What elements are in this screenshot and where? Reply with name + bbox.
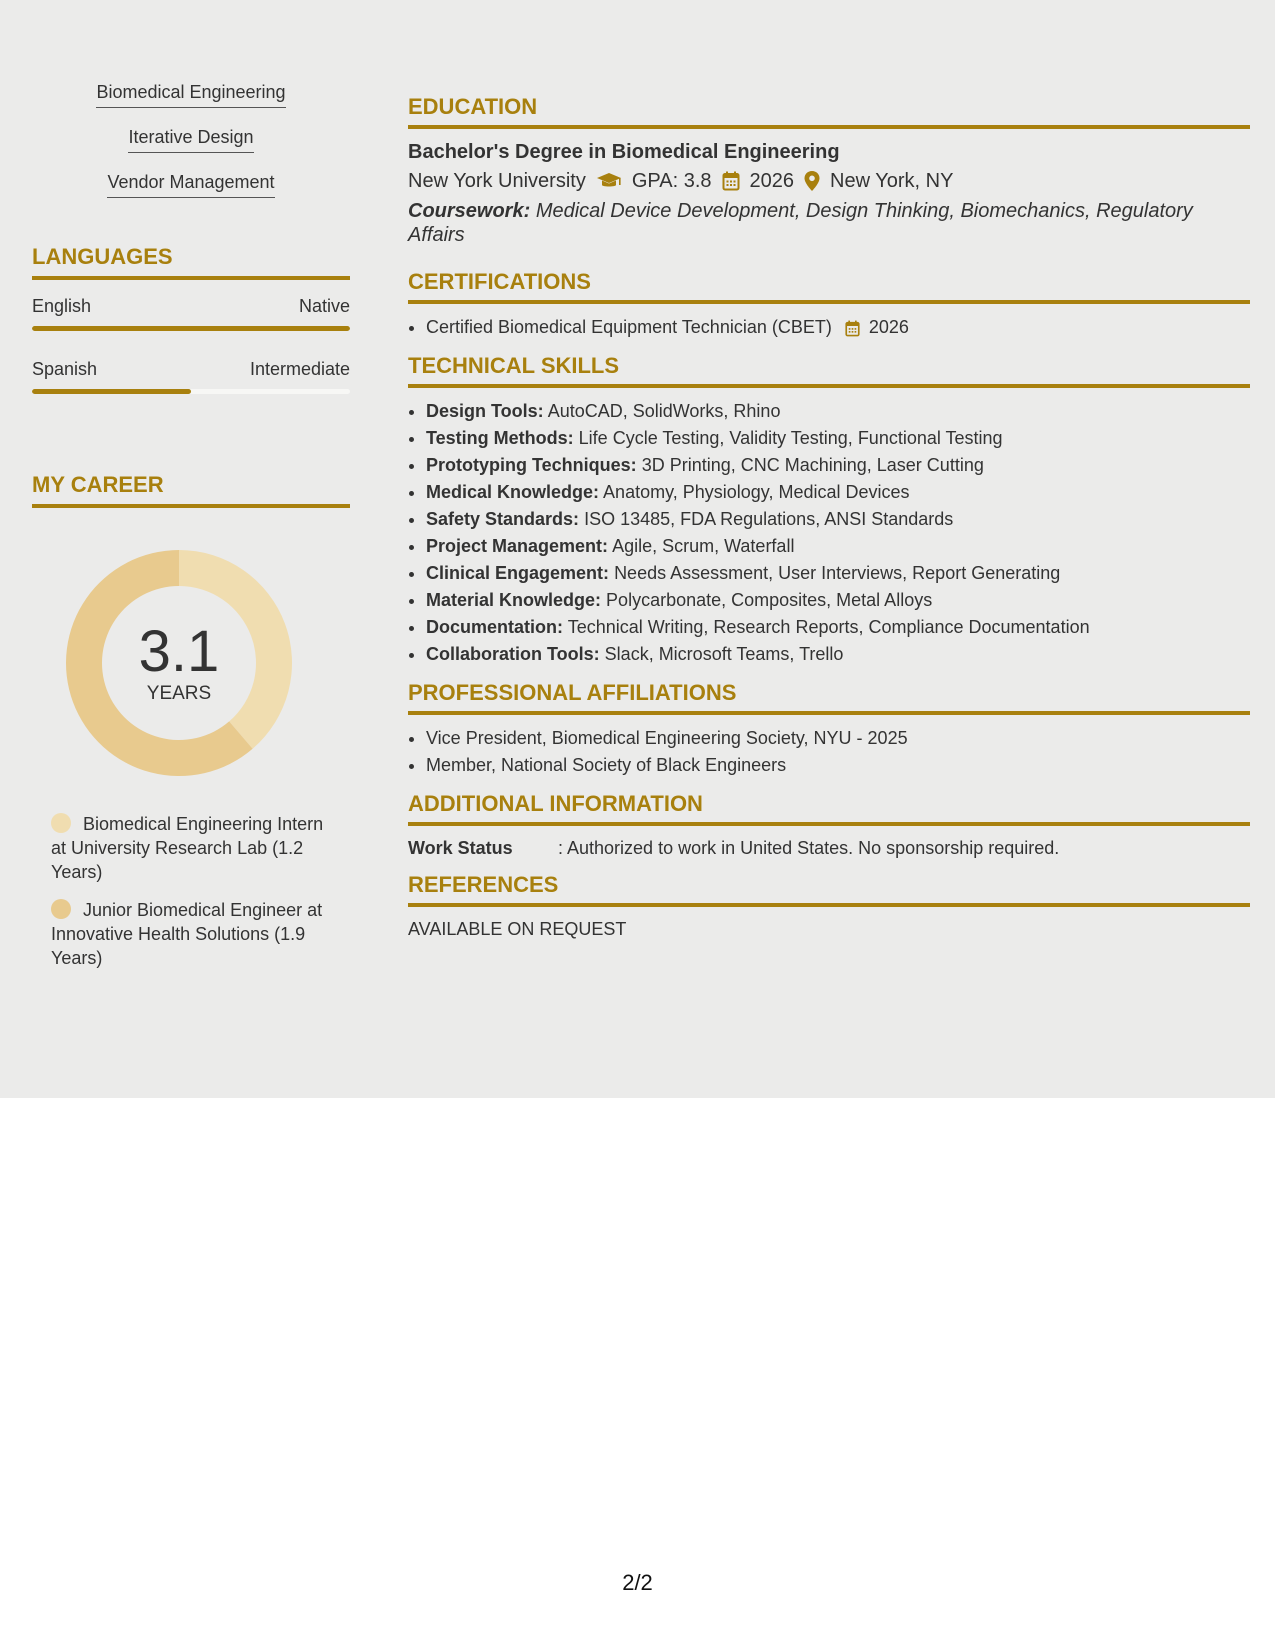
list-item [426, 641, 1250, 668]
skill-category: Safety Standards: [426, 509, 580, 529]
career-donut-chart [66, 550, 292, 776]
list-item [426, 314, 1250, 341]
certifications-list [408, 314, 1250, 341]
skill-category: Material Knowledge: [426, 590, 602, 610]
legend-item [51, 898, 341, 970]
work-status-label: Work Status [408, 838, 513, 858]
skill-values: Anatomy, Physiology, Medical Devices [603, 482, 910, 502]
map-pin-icon [804, 171, 820, 191]
skill-category: Clinical Engagement: [426, 563, 610, 583]
additional-info-section [408, 791, 1250, 860]
work-status-value: : Authorized to work in United States. No sponsorship required. [558, 838, 1060, 858]
skill-values: ISO 13485, FDA Regulations, ANSI Standards [584, 509, 954, 529]
skill-tag: Iterative Design [128, 125, 253, 153]
legend-dot [51, 813, 71, 833]
language-name: Spanish [32, 359, 98, 379]
coursework [408, 199, 1250, 247]
languages-section [32, 244, 350, 394]
references-heading: REFERENCES [408, 872, 1250, 907]
languages-heading: LANGUAGES [32, 244, 350, 280]
certifications-section [408, 269, 1250, 341]
additional-info-heading: ADDITIONAL INFORMATION [408, 791, 1250, 826]
affiliations-section [408, 680, 1250, 779]
calendar-icon [722, 171, 740, 191]
certifications-heading: CERTIFICATIONS [408, 269, 1250, 304]
list-item [426, 506, 1250, 533]
references-text: AVAILABLE ON REQUEST [408, 919, 627, 939]
list-item [426, 614, 1250, 641]
legend-label: Biomedical Engineering Intern at University Research Lab (1.2 Years) [51, 814, 324, 882]
graduation-cap-icon [596, 172, 622, 190]
legend-dot [51, 899, 71, 919]
skill-values: Needs Assessment, User Interviews, Report Generating [614, 563, 1061, 583]
education-section [408, 94, 1250, 247]
affiliations-list [408, 725, 1250, 779]
technical-skills-heading: TECHNICAL SKILLS [408, 353, 1250, 388]
technical-skills-list [408, 398, 1250, 668]
language-spanish [32, 357, 350, 394]
career-total-years: 3.1 [138, 619, 220, 684]
skill-values: 3D Printing, CNC Machining, Laser Cutting [641, 455, 984, 475]
skill-values: AutoCAD, SolidWorks, Rhino [547, 401, 781, 421]
career-heading: MY CAREER [32, 472, 350, 508]
education-location: New York, NY [830, 170, 954, 192]
skill-values: Polycarbonate, Composites, Metal Alloys [606, 590, 933, 610]
certification-name: Certified Biomedical Equipment Technician (CBET) [426, 317, 832, 337]
affiliations-heading: PROFESSIONAL AFFILIATIONS [408, 680, 1250, 715]
gpa: GPA: 3.8 [631, 170, 712, 192]
language-level: Native [298, 296, 350, 316]
technical-skills-section [408, 353, 1250, 668]
list-item: • Member, National Society of Black Engineers [426, 752, 1250, 779]
graduation-year: 2026 [749, 170, 795, 192]
list-item [426, 560, 1250, 587]
right-column [408, 94, 1250, 953]
legend-item [51, 812, 341, 884]
list-item [426, 425, 1250, 452]
legend-label: Junior Biomedical Engineer at Innovative Health Solutions (1.9 Years) [51, 900, 323, 968]
list-item: • Vice President, Biomedical Engineering Society, NYU - 2025 [426, 725, 1250, 752]
language-name: English [32, 296, 92, 316]
career-section [32, 472, 350, 970]
language-bar [32, 389, 350, 394]
language-bar-fill [32, 389, 191, 394]
skill-category: Collaboration Tools: [426, 644, 600, 664]
language-bar [32, 326, 350, 331]
skill-category: Design Tools: [426, 401, 544, 421]
skill-values: Life Cycle Testing, Validity Testing, Functional Testing [578, 428, 1003, 448]
skill-category: Medical Knowledge: [426, 482, 600, 502]
skill-category: Prototyping Techniques: [426, 455, 637, 475]
calendar-icon [845, 320, 860, 337]
language-level: Intermediate [249, 359, 350, 379]
degree-title: Bachelor's Degree in Biomedical Engineering [408, 141, 840, 163]
skill-values: Agile, Scrum, Waterfall [612, 536, 795, 556]
list-item [426, 587, 1250, 614]
language-english [32, 294, 350, 331]
list-item [426, 533, 1250, 560]
education-heading: EDUCATION [408, 94, 1250, 129]
list-item [426, 479, 1250, 506]
work-status [408, 836, 1250, 860]
skills-list [32, 80, 350, 198]
skill-values: Slack, Microsoft Teams, Trello [604, 644, 844, 664]
career-legend [32, 812, 350, 970]
coursework-list: Medical Device Development, Design Thinking, Biomechanics, Regulatory Affairs [408, 200, 1193, 246]
skill-values: Technical Writing, Research Reports, Compliance Documentation [567, 617, 1090, 637]
list-item [426, 398, 1250, 425]
skill-tag: Biomedical Engineering [96, 80, 285, 108]
skill-category: Project Management: [426, 536, 609, 556]
references-section [408, 872, 1250, 941]
skill-category: Testing Methods: [426, 428, 574, 448]
skill-category: Documentation: [426, 617, 563, 637]
page-number: 2/2 [622, 1570, 653, 1595]
education-meta [408, 167, 1250, 195]
school-name: New York University [408, 170, 586, 192]
coursework-label: Coursework: [408, 200, 531, 222]
skill-tag: Vendor Management [107, 170, 274, 198]
left-column [32, 80, 350, 984]
language-bar-fill [32, 326, 350, 331]
list-item [426, 452, 1250, 479]
career-unit: YEARS [146, 683, 212, 704]
certification-year: 2026 [868, 317, 909, 337]
